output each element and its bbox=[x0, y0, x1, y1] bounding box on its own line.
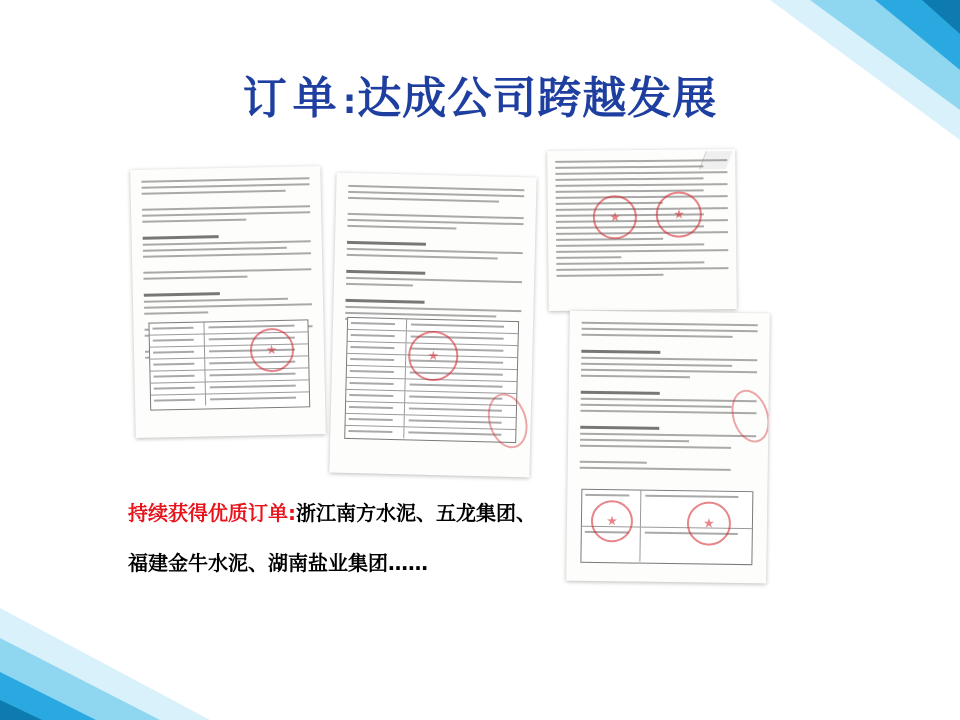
contract-scan-3 bbox=[547, 149, 737, 311]
caption-block bbox=[128, 488, 688, 588]
caption-separator: : bbox=[288, 501, 296, 525]
caption-line-1-rest: 浙江南方水泥、五龙集团、 bbox=[296, 501, 536, 525]
page-title bbox=[243, 62, 718, 126]
corner-decoration-bottom-left bbox=[0, 600, 260, 720]
contract-scan-1 bbox=[130, 166, 326, 438]
page-title-main: 订单 bbox=[242, 73, 343, 124]
slide-title-container bbox=[0, 62, 960, 126]
caption-line-1 bbox=[128, 488, 688, 538]
doc4-text-lines bbox=[580, 322, 758, 475]
page-title-rest: 达成公司跨越发展 bbox=[357, 73, 718, 124]
doc2-text-lines bbox=[345, 185, 524, 328]
doc1-red-seal bbox=[249, 327, 294, 372]
doc3-red-seal-left bbox=[593, 195, 637, 239]
caption-line-2: 福建金牛水泥、湖南盐业集团…… bbox=[128, 551, 428, 575]
caption-highlight: 持续获得优质订单 bbox=[128, 501, 288, 525]
doc3-red-seal-right bbox=[656, 191, 702, 237]
doc3-text-lines bbox=[555, 159, 729, 281]
contract-scan-2 bbox=[329, 173, 536, 478]
page-title-colon: : bbox=[342, 82, 358, 122]
